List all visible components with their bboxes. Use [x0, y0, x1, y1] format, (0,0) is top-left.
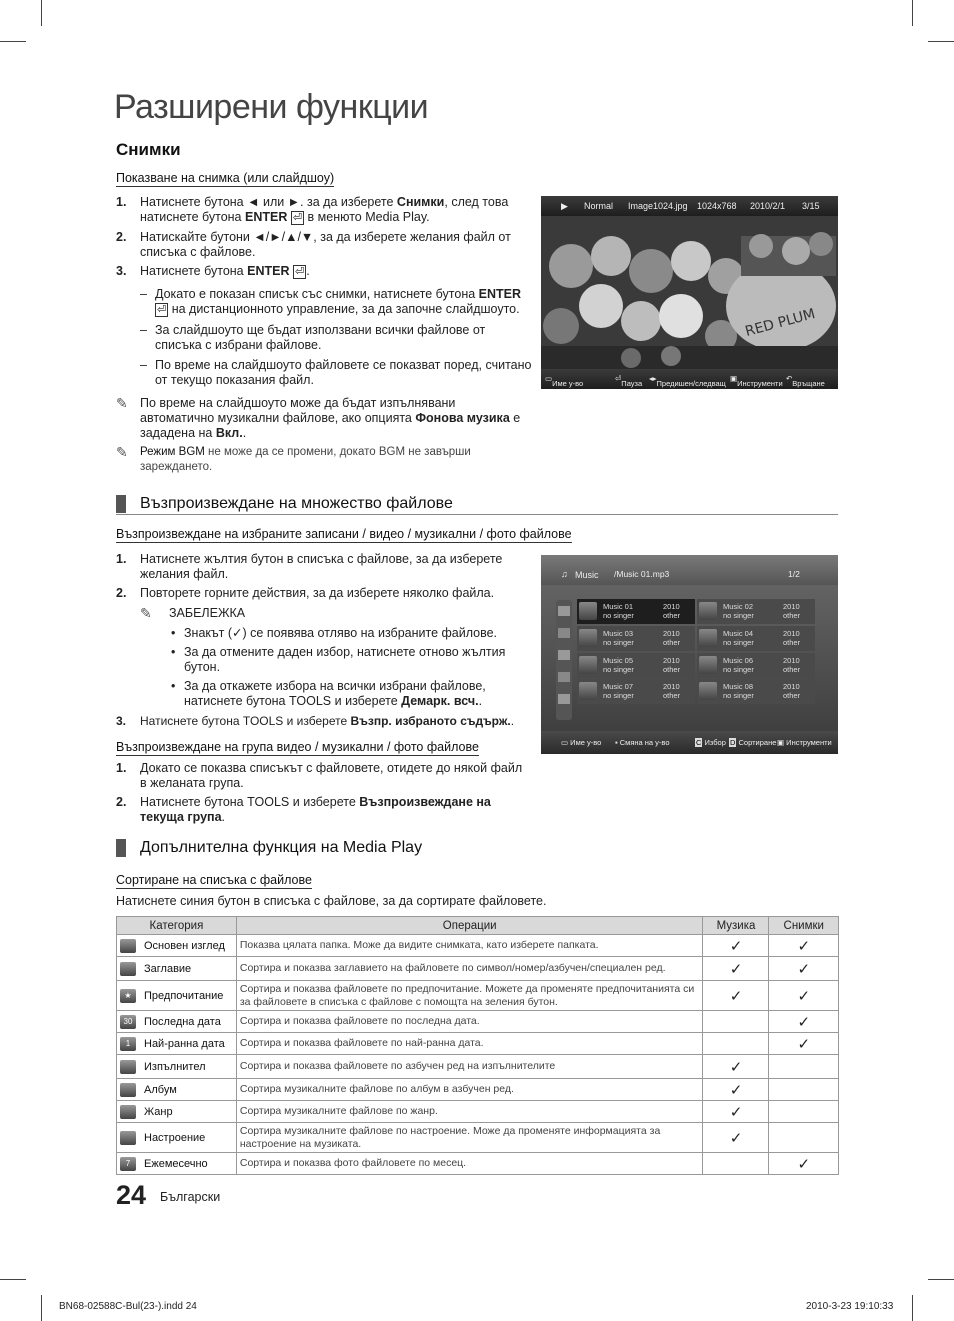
photos-subheading: Показване на снимка (или слайдшоу) [116, 171, 335, 185]
operation-cell: Сортира и показва файловете по най-ранна дата. [236, 1033, 703, 1055]
bullet-item: • За да откажете избора на всички избрани файлове, натиснете бутона TOOLS и изберете Демарк. всч.. [171, 679, 486, 708]
operation-cell: Сортира и показва файловете по предпочитание. Можете да променяте предпочитанията си за файловете в списъка с файлове с помощта на зеления бутон. [236, 981, 703, 1011]
bullet-item: • За да отмените даден избор, натиснете отново жълтия бутон. [171, 645, 506, 674]
extra-intro: Натиснете синия бутон в списъка с файлове, за да сортирате файловете. [116, 894, 547, 908]
music-check: ✓ [703, 1055, 769, 1079]
music-item[interactable]: Music 06 no singer 2010 other [697, 653, 815, 678]
step-3: 3. Натиснете бутона ENTER ⏎ . [116, 264, 310, 278]
operation-cell: Сортира музикалните файлове по жанр. [236, 1101, 703, 1123]
photo-check [769, 1123, 839, 1153]
multi-note: ✎ ЗАБЕЛЕЖКА [140, 605, 246, 621]
photos-heading: Снимки [116, 140, 181, 159]
music-check [703, 1011, 769, 1033]
multi-step-2: 2. Повторете горните действия, за да изберете няколко файла. [116, 586, 495, 600]
mood-icon [120, 1131, 136, 1145]
sort-button[interactable]: D Сортиране [730, 738, 777, 747]
device-button[interactable]: ▭ Име у-во [561, 738, 602, 747]
photo-check: ✓ [769, 957, 839, 981]
header-photos: Снимки [769, 917, 839, 935]
bullet-item: • Знакът (✓) се появява отляво на избраните файлове. [171, 626, 498, 640]
multi-steps-2 [116, 761, 532, 825]
crop-mark [912, 1295, 913, 1321]
note-icon [579, 682, 597, 700]
crop-mark [0, 41, 26, 42]
photo-check: ✓ [769, 1033, 839, 1055]
group-step-2: 2. Натиснете бутона TOOLS и изберете Възпроизвеждане на текуща група. [116, 795, 491, 824]
crop-mark [928, 1279, 954, 1280]
music-check [703, 1153, 769, 1175]
music-path: /Music 01.mp3 [614, 569, 670, 579]
step-1: 1. Натиснете бутона ◄ или ►. за да изберете Снимки, след това натиснете бутона ENTER ⏎ в менюто Media Play. [116, 195, 509, 224]
music-check: ✓ [703, 957, 769, 981]
table-row [117, 1055, 839, 1079]
multi-steps [116, 552, 532, 729]
table-row [117, 1153, 839, 1175]
music-item[interactable]: Music 03 no singer 2010 other [577, 626, 695, 651]
mode-label: Normal [584, 201, 614, 211]
music-check: ✓ [703, 1079, 769, 1101]
table-row [117, 1079, 839, 1101]
album-icon [558, 672, 570, 682]
header-operations: Операции [236, 917, 703, 935]
note-icon [699, 656, 717, 674]
music-label: Music [575, 570, 599, 580]
album-icon [120, 1083, 136, 1097]
change-device-button[interactable]: ▪ Смяна на у-во [615, 738, 670, 747]
slideshow-screenshot [541, 196, 838, 389]
sign-text: RED PLUM [743, 306, 817, 341]
category-cell: Основен изглед [117, 935, 237, 957]
multi-section-header [116, 495, 838, 515]
music-top-bar [541, 555, 838, 585]
music-check: ✓ [703, 935, 769, 957]
dash-item: – Докато е показан списък със снимки, натиснете бутона ENTER ⏎ на дистанционното управление, за да започне слайдшоуто. [140, 287, 522, 316]
operation-cell: Сортира музикалните файлове по албум в азбучен ред. [236, 1079, 703, 1101]
calendar-early-icon: 1 [120, 1037, 136, 1051]
counter: 3/15 [802, 201, 820, 211]
artist-icon [120, 1060, 136, 1074]
music-check [703, 1033, 769, 1055]
category-cell: Настроение [117, 1123, 237, 1153]
genre-icon [120, 1105, 136, 1119]
music-item[interactable]: Music 05 no singer 2010 other [577, 653, 695, 678]
photo-check [769, 1055, 839, 1079]
enter-icon: ⏎ [294, 266, 305, 278]
operation-cell: Сортира и показва файловете по последна дата. [236, 1011, 703, 1033]
check-icon: ✓ [232, 626, 243, 640]
header-category: Категория [117, 917, 237, 935]
music-check: ✓ [703, 981, 769, 1011]
music-counter: 1/2 [788, 569, 800, 579]
photo-check: ✓ [769, 981, 839, 1011]
music-item[interactable]: Music 08 no singer 2010 other [697, 679, 815, 704]
sort-table [116, 916, 839, 1175]
table-header [117, 917, 839, 935]
photo-check [769, 1101, 839, 1123]
pause-button[interactable]: ⏎ Пауза [615, 374, 643, 388]
crop-mark [41, 0, 42, 26]
category-cell: 30 Последна дата [117, 1011, 237, 1033]
resolution: 1024x768 [697, 201, 737, 211]
photo-check [769, 1079, 839, 1101]
title-icon [120, 962, 136, 976]
note-icon [699, 682, 717, 700]
header-music: Музика [703, 917, 769, 935]
table-row [117, 1011, 839, 1033]
extra-section-header [116, 839, 838, 859]
note-icon [699, 602, 717, 620]
multi-sub2: Възпроизвеждане на група видео / музикални / фото файлове [116, 740, 479, 754]
operation-cell: Сортира музикалните файлове по настроение. Може да променяте информацията за настроение на музиката. [236, 1123, 703, 1153]
footer-file: BN68-02588C-Bul(23-).indd 24 [59, 1301, 197, 1312]
note-pencil-icon: ✎ [116, 444, 128, 460]
music-bottom-bar [541, 731, 838, 754]
group-step-1: 1. Докато се показва списъкът с файловете, отидете до някой файл в желаната група. [116, 761, 523, 790]
section-marker [116, 839, 126, 857]
fruit-photo [541, 196, 838, 389]
music-folder-icon: ♫ [561, 569, 568, 579]
play-mode-icon: ▶ [561, 201, 568, 211]
music-check: ✓ [703, 1101, 769, 1123]
note-1: ✎ По време на слайдшоуто може да бъдат изпълнявани автоматично музикални файлове, ако опцията Фонова музика е зададена на Вкл.. [116, 395, 521, 440]
note-icon [579, 629, 597, 647]
note-icon [579, 602, 597, 620]
category-cell: ★ Предпочитание [117, 981, 237, 1011]
photo-check: ✓ [769, 1011, 839, 1033]
category-cell: Албум [117, 1079, 237, 1101]
category-cell: Заглавие [117, 957, 237, 981]
dash-item: – За слайдшоуто ще бъдат използвани всички файлове от списъка с избрани файлове. [140, 323, 486, 352]
photo-check: ✓ [769, 1153, 839, 1175]
operation-cell: Сортира и показва заглавието на файловете по символ/номер/азбучен/специален ред. [236, 957, 703, 981]
page-title: Разширени функции [114, 88, 429, 126]
note-icon [579, 656, 597, 674]
music-item[interactable]: Music 07 no singer 2010 other [577, 679, 695, 704]
folder-icon [558, 606, 570, 616]
crop-mark [928, 41, 954, 42]
music-item[interactable]: Music 04 no singer 2010 other [697, 626, 815, 651]
crop-mark [912, 0, 913, 26]
multi-sub1: Възпроизвеждане на избраните записани / видео / музикални / фото файлове [116, 527, 572, 541]
language-label: Български [160, 1190, 221, 1204]
music-list-screenshot [541, 555, 838, 754]
operation-cell: Сортира и показва фото файловете по месец. [236, 1153, 703, 1175]
note-pencil-icon: ✎ [140, 605, 152, 621]
extra-heading: Допълнителна функция на Media Play [140, 839, 423, 856]
crop-mark [41, 1295, 42, 1321]
crop-mark [0, 1279, 26, 1280]
table-row [117, 935, 839, 957]
category-sidebar[interactable] [556, 600, 572, 720]
enter-icon: ⏎ [157, 304, 167, 316]
table-row [117, 957, 839, 981]
music-item[interactable]: Music 02 no singer 2010 other [697, 599, 815, 624]
extra-sub: Сортиране на списъка с файлове [116, 873, 312, 887]
device-button[interactable]: ▭ Име у-во [545, 374, 584, 388]
file-date: 2010/2/1 [750, 201, 786, 211]
table-row [117, 1101, 839, 1123]
select-button[interactable]: C Избор [696, 738, 726, 747]
photo-check: ✓ [769, 935, 839, 957]
tools-button[interactable]: ▣ Инструменти [777, 738, 832, 747]
genre-icon [558, 694, 570, 704]
category-cell: 1 Най-ранна дата [117, 1033, 237, 1055]
table-row [117, 981, 839, 1011]
table-row [117, 1033, 839, 1055]
artist-icon [558, 650, 570, 660]
table-row [117, 1123, 839, 1153]
monthly-icon: 7 [120, 1157, 136, 1171]
category-cell: 7 Ежемесечно [117, 1153, 237, 1175]
multi-step-3: 3. Натиснете бутона TOOLS и изберете Възпр. избраното съдърж.. [116, 714, 515, 728]
footer-datetime: 2010-3-23 19:10:33 [806, 1301, 894, 1312]
title-icon [558, 628, 570, 638]
calendar-icon: 30 [120, 1015, 136, 1029]
photos-steps [116, 195, 532, 475]
category-cell: Жанр [117, 1101, 237, 1123]
note-2: ✎ Режим BGM не може да се промени, докато BGM не завърши зареждането. [116, 444, 471, 473]
tools-button[interactable]: ▣ Инструменти [730, 374, 783, 388]
note-icon [699, 629, 717, 647]
return-button[interactable]: ↶ Връщане [786, 374, 825, 388]
section-marker [116, 495, 126, 513]
note-pencil-icon: ✎ [116, 395, 128, 411]
star-icon: ★ [120, 989, 136, 1003]
music-check: ✓ [703, 1123, 769, 1153]
enter-icon: ⏎ [292, 212, 303, 224]
multi-step-1: 1. Натиснете жълтия бутон в списъка с файлове, за да изберете желания файл. [116, 552, 503, 581]
multi-heading: Възпроизвеждане на множество файлове [140, 495, 453, 512]
music-item[interactable]: Music 01 no singer 2010 other [577, 599, 695, 624]
slideshow-bottom-bar [541, 369, 838, 389]
operation-cell: Показва цялата папка. Може да видите снимката, като изберете папката. [236, 935, 703, 957]
step-2: 2. Натискайте бутони ◄/►/▲/▼, за да изберете желания файл от списъка с файлове. [116, 230, 511, 259]
page-number: 24 [116, 1180, 147, 1210]
folder-icon [120, 939, 136, 953]
slideshow-top-bar [541, 196, 838, 216]
operation-cell: Сортира и показва файловете по азбучен ред на изпълнителите [236, 1055, 703, 1079]
prevnext-button[interactable]: ◂▸ Предишен/следващ [649, 374, 726, 388]
file-name: Image1024.jpg [628, 201, 688, 211]
category-cell: Изпълнител [117, 1055, 237, 1079]
dash-item: – По време на слайдшоуто файловете се показват поред, считано от текущо показания файл. [140, 358, 532, 387]
